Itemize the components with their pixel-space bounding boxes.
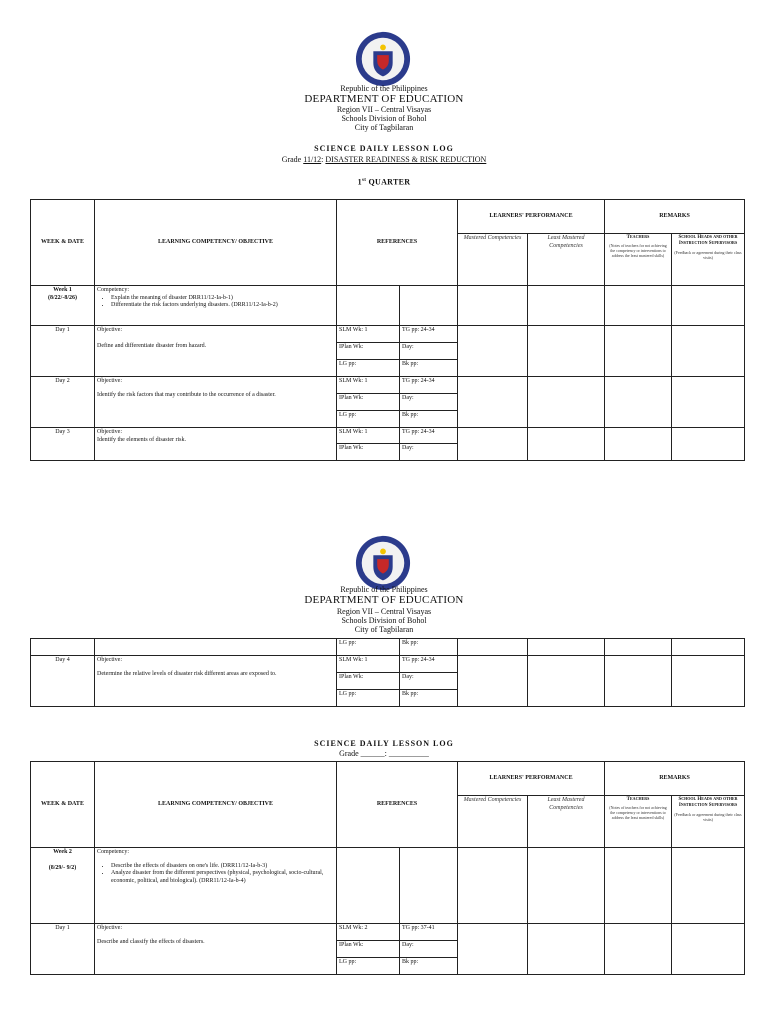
lesson-log-table-2a <box>30 638 745 707</box>
header-learners-performance: LEARNERS' PERFORMANCE <box>458 200 605 234</box>
lesson-log-table-2b <box>30 761 745 975</box>
table-row <box>31 428 745 444</box>
teachers-cell[interactable] <box>605 326 672 377</box>
teachers-cell[interactable] <box>605 656 672 707</box>
grade-blank[interactable]: ______ <box>360 749 385 758</box>
grade-value: 11/12 <box>303 155 322 164</box>
quarter-word: QUARTER <box>368 177 411 187</box>
teachers-cell[interactable] <box>605 377 672 428</box>
least-mastered-cell[interactable] <box>528 326 605 377</box>
mastered-cell[interactable] <box>458 639 528 656</box>
grade-prefix: Grade <box>281 155 302 164</box>
mastered-cell[interactable] <box>458 377 528 428</box>
ref-cell <box>400 848 458 924</box>
ref-lg: LG pp: <box>337 639 400 656</box>
deped-seal-icon <box>354 30 412 88</box>
ref-bk: Bk pp: <box>400 360 458 377</box>
objective-label: Objective: <box>97 657 122 663</box>
school-heads-label: School Heads and other Instruction Supervisors <box>678 797 738 809</box>
header-references: REFERENCES <box>337 762 458 848</box>
ref-tg: TG pp: 24-34 <box>400 377 458 394</box>
ref-lg: LG pp: <box>337 360 400 377</box>
header-teachers <box>605 796 672 848</box>
teachers-label: Teachers <box>626 235 650 240</box>
mastered-cell[interactable] <box>458 428 528 461</box>
day-cell: Day 2 <box>31 377 95 428</box>
republic-line: Republic of the Philippines <box>340 84 428 93</box>
competency-label: Competency: <box>97 849 129 855</box>
header-week-date: WEEK & DATE <box>31 762 95 848</box>
grade-line <box>0 156 768 164</box>
ref-day: Day: <box>400 444 458 461</box>
day-cell: Day 1 <box>31 924 95 975</box>
least-mastered-cell[interactable] <box>528 286 605 326</box>
least-mastered-cell[interactable] <box>528 924 605 975</box>
header-mastered: Mastered Competencies <box>458 234 528 286</box>
school-heads-note: (Feedback or agreement during their class visits) <box>674 249 742 260</box>
day-cell: Day 3 <box>31 428 95 461</box>
competency-list <box>97 863 334 886</box>
header-learners-performance: LEARNERS' PERFORMANCE <box>458 762 605 796</box>
header-least-mastered: Least Mastered Competencies <box>528 234 605 286</box>
teachers-cell[interactable] <box>605 639 672 656</box>
objective-label: Objective: <box>97 429 122 435</box>
ref-slm: SLM Wk: 2 <box>337 924 400 941</box>
heads-cell[interactable] <box>672 286 745 326</box>
teachers-note: (Notes of teachers for not achieving the competency or interventions to address the least mastered skills) <box>609 243 667 259</box>
city-line: City of Tagbilaran <box>354 625 414 634</box>
header-remarks: REMARKS <box>605 762 745 796</box>
objective-label: Objective: <box>97 925 122 931</box>
ref-cell <box>400 286 458 326</box>
least-mastered-cell[interactable] <box>528 377 605 428</box>
week-label: Week 2 <box>53 849 72 855</box>
grade-prefix: Grade <box>339 749 359 758</box>
week-dates: (8/22/-8/26) <box>48 294 77 301</box>
least-mastered-cell[interactable] <box>528 639 605 656</box>
region-line: Region VII – Central Visayas <box>336 607 432 616</box>
objective-text: Identify the risk factors that may contribute to the occurrence of a disaster. <box>97 391 276 398</box>
header-least-mastered: Least Mastered Competencies <box>528 796 605 848</box>
page-separator <box>0 480 768 520</box>
header-teachers <box>605 234 672 286</box>
header-competency: LEARNING COMPETENCY/ OBJECTIVE <box>95 762 337 848</box>
mastered-cell[interactable] <box>458 848 528 924</box>
header-remarks: REMARKS <box>605 200 745 234</box>
table-row <box>31 924 745 941</box>
ref-day: Day: <box>400 394 458 411</box>
mastered-cell[interactable] <box>458 656 528 707</box>
ref-bk: Bk pp: <box>400 639 458 656</box>
table-row <box>31 656 745 673</box>
objective-label: Objective: <box>97 327 122 333</box>
ref-cell <box>337 286 400 326</box>
competency-cell <box>95 848 337 924</box>
ref-iplan: IPlan Wk: <box>337 941 400 958</box>
log-title: SCIENCE DAILY LESSON LOG <box>314 739 454 748</box>
log-title: SCIENCE DAILY LESSON LOG <box>314 144 454 153</box>
grade-line <box>0 750 768 758</box>
objective-cell <box>95 326 337 377</box>
ref-day: Day: <box>400 941 458 958</box>
competency-cell <box>95 286 337 326</box>
day-cell: Day 1 <box>31 326 95 377</box>
objective-label: Objective: <box>97 378 122 384</box>
republic-line: Republic of the Philippines <box>340 585 428 594</box>
heads-cell[interactable] <box>672 656 745 707</box>
heads-cell[interactable] <box>672 326 745 377</box>
list-item: • Differentiate the risk factors underlying disasters. (DRR11/12-Ia-b-2) <box>111 302 334 310</box>
table-row <box>31 377 745 394</box>
ref-tg: TG pp: 24-34 <box>400 656 458 673</box>
objective-cell <box>95 428 337 461</box>
ref-cell <box>337 848 400 924</box>
heads-cell[interactable] <box>672 428 745 461</box>
mastered-cell[interactable] <box>458 924 528 975</box>
list-item: • Explain the meaning of disaster DRR11/12-Ia-b-1) <box>111 295 334 303</box>
ref-tg: TG pp: 24-34 <box>400 326 458 343</box>
page-1 <box>0 0 768 480</box>
header-school-heads <box>672 234 745 286</box>
teachers-cell[interactable] <box>605 286 672 326</box>
least-mastered-cell[interactable] <box>528 428 605 461</box>
ref-tg: TG pp: 37-41 <box>400 924 458 941</box>
department-line: DEPARTMENT OF EDUCATION <box>304 93 464 105</box>
ref-day: Day: <box>400 673 458 690</box>
deped-seal-icon <box>354 534 412 592</box>
teachers-cell[interactable] <box>605 924 672 975</box>
ref-bk: Bk pp: <box>400 411 458 428</box>
city-line: City of Tagbilaran <box>354 123 414 132</box>
table-row <box>31 639 745 656</box>
list-item: • Describe the effects of disasters on one's life. (DRR11/12-Ia-b-3) <box>111 863 334 871</box>
objective-text: Describe and classify the effects of disasters. <box>97 938 205 945</box>
grade-sep: : <box>321 155 324 164</box>
day-cell <box>31 639 95 656</box>
table-row <box>31 286 745 326</box>
objective-cell <box>95 656 337 707</box>
ref-iplan: IPlan Wk: <box>337 444 400 461</box>
quarter-sup: st <box>361 178 367 183</box>
ref-slm: SLM Wk: 1 <box>337 656 400 673</box>
week-cell <box>31 848 95 924</box>
objective-text: Determine the relative levels of disaster risk different areas are exposed to. <box>97 670 277 677</box>
header-week-date: WEEK & DATE <box>31 200 95 286</box>
heads-cell[interactable] <box>672 639 745 656</box>
mastered-cell[interactable] <box>458 286 528 326</box>
competency-label: Competency: <box>97 287 129 293</box>
competency-list <box>97 295 334 310</box>
ref-tg: TG pp: 24-34 <box>400 428 458 444</box>
heads-cell[interactable] <box>672 377 745 428</box>
least-mastered-cell[interactable] <box>528 656 605 707</box>
heads-cell[interactable] <box>672 924 745 975</box>
ref-slm: SLM Wk: 1 <box>337 326 400 343</box>
ref-slm: SLM Wk: 1 <box>337 428 400 444</box>
quarter-line <box>0 178 768 187</box>
ref-bk: Bk pp: <box>400 690 458 707</box>
header-mastered: Mastered Competencies <box>458 796 528 848</box>
teachers-label: Teachers <box>626 797 650 802</box>
header-competency: LEARNING COMPETENCY/ OBJECTIVE <box>95 200 337 286</box>
week-dates: (8/29/- 9/2) <box>48 864 77 871</box>
school-heads-label: School Heads and other Instruction Supervisors <box>678 235 738 247</box>
list-item: • Analyze disaster from the different perspectives (physical, psychological, socio-cultural, economic, political, and biological). (DRR11/12-Ia-b-4) <box>111 870 334 885</box>
ref-iplan: IPlan Wk: <box>337 394 400 411</box>
header-school-heads <box>672 796 745 848</box>
quarter-num: 1 <box>357 177 362 187</box>
ref-iplan: IPlan Wk: <box>337 343 400 360</box>
grade-sep: : <box>384 749 387 758</box>
ref-lg: LG pp: <box>337 411 400 428</box>
week-label: Week 1 <box>53 287 72 293</box>
subject-name: DISASTER READINESS & RISK REDUCTION <box>325 155 487 164</box>
teachers-cell[interactable] <box>605 428 672 461</box>
mastered-cell[interactable] <box>458 326 528 377</box>
table-row <box>31 848 745 924</box>
ref-lg: LG pp: <box>337 958 400 975</box>
division-line: Schools Division of Bohol <box>341 616 427 625</box>
least-mastered-cell[interactable] <box>528 848 605 924</box>
ref-day: Day: <box>400 343 458 360</box>
week-cell <box>31 286 95 326</box>
teachers-cell[interactable] <box>605 848 672 924</box>
page-2 <box>0 520 768 1024</box>
ref-iplan: IPlan Wk: <box>337 673 400 690</box>
ref-bk: Bk pp: <box>400 958 458 975</box>
region-line: Region VII – Central Visayas <box>336 105 432 114</box>
ref-slm: SLM Wk: 1 <box>337 377 400 394</box>
day-cell: Day 4 <box>31 656 95 707</box>
objective-cell <box>95 639 337 656</box>
school-heads-note: (Feedback or agreement during their class visits) <box>674 811 742 822</box>
teachers-note: (Notes of teachers for not achieving the competency or interventions to address the least mastered skills) <box>609 805 667 821</box>
lesson-log-table-1 <box>30 199 745 461</box>
heads-cell[interactable] <box>672 848 745 924</box>
ref-lg: LG pp: <box>337 690 400 707</box>
objective-text: Define and differentiate disaster from hazard. <box>97 342 207 349</box>
division-line: Schools Division of Bohol <box>341 114 427 123</box>
table-row <box>31 326 745 343</box>
objective-cell <box>95 377 337 428</box>
subject-blank[interactable]: __________ <box>388 749 429 758</box>
header-references: REFERENCES <box>337 200 458 286</box>
objective-cell <box>95 924 337 975</box>
department-line: DEPARTMENT OF EDUCATION <box>304 594 464 606</box>
objective-text: Identify the elements of disaster risk. <box>97 436 186 443</box>
